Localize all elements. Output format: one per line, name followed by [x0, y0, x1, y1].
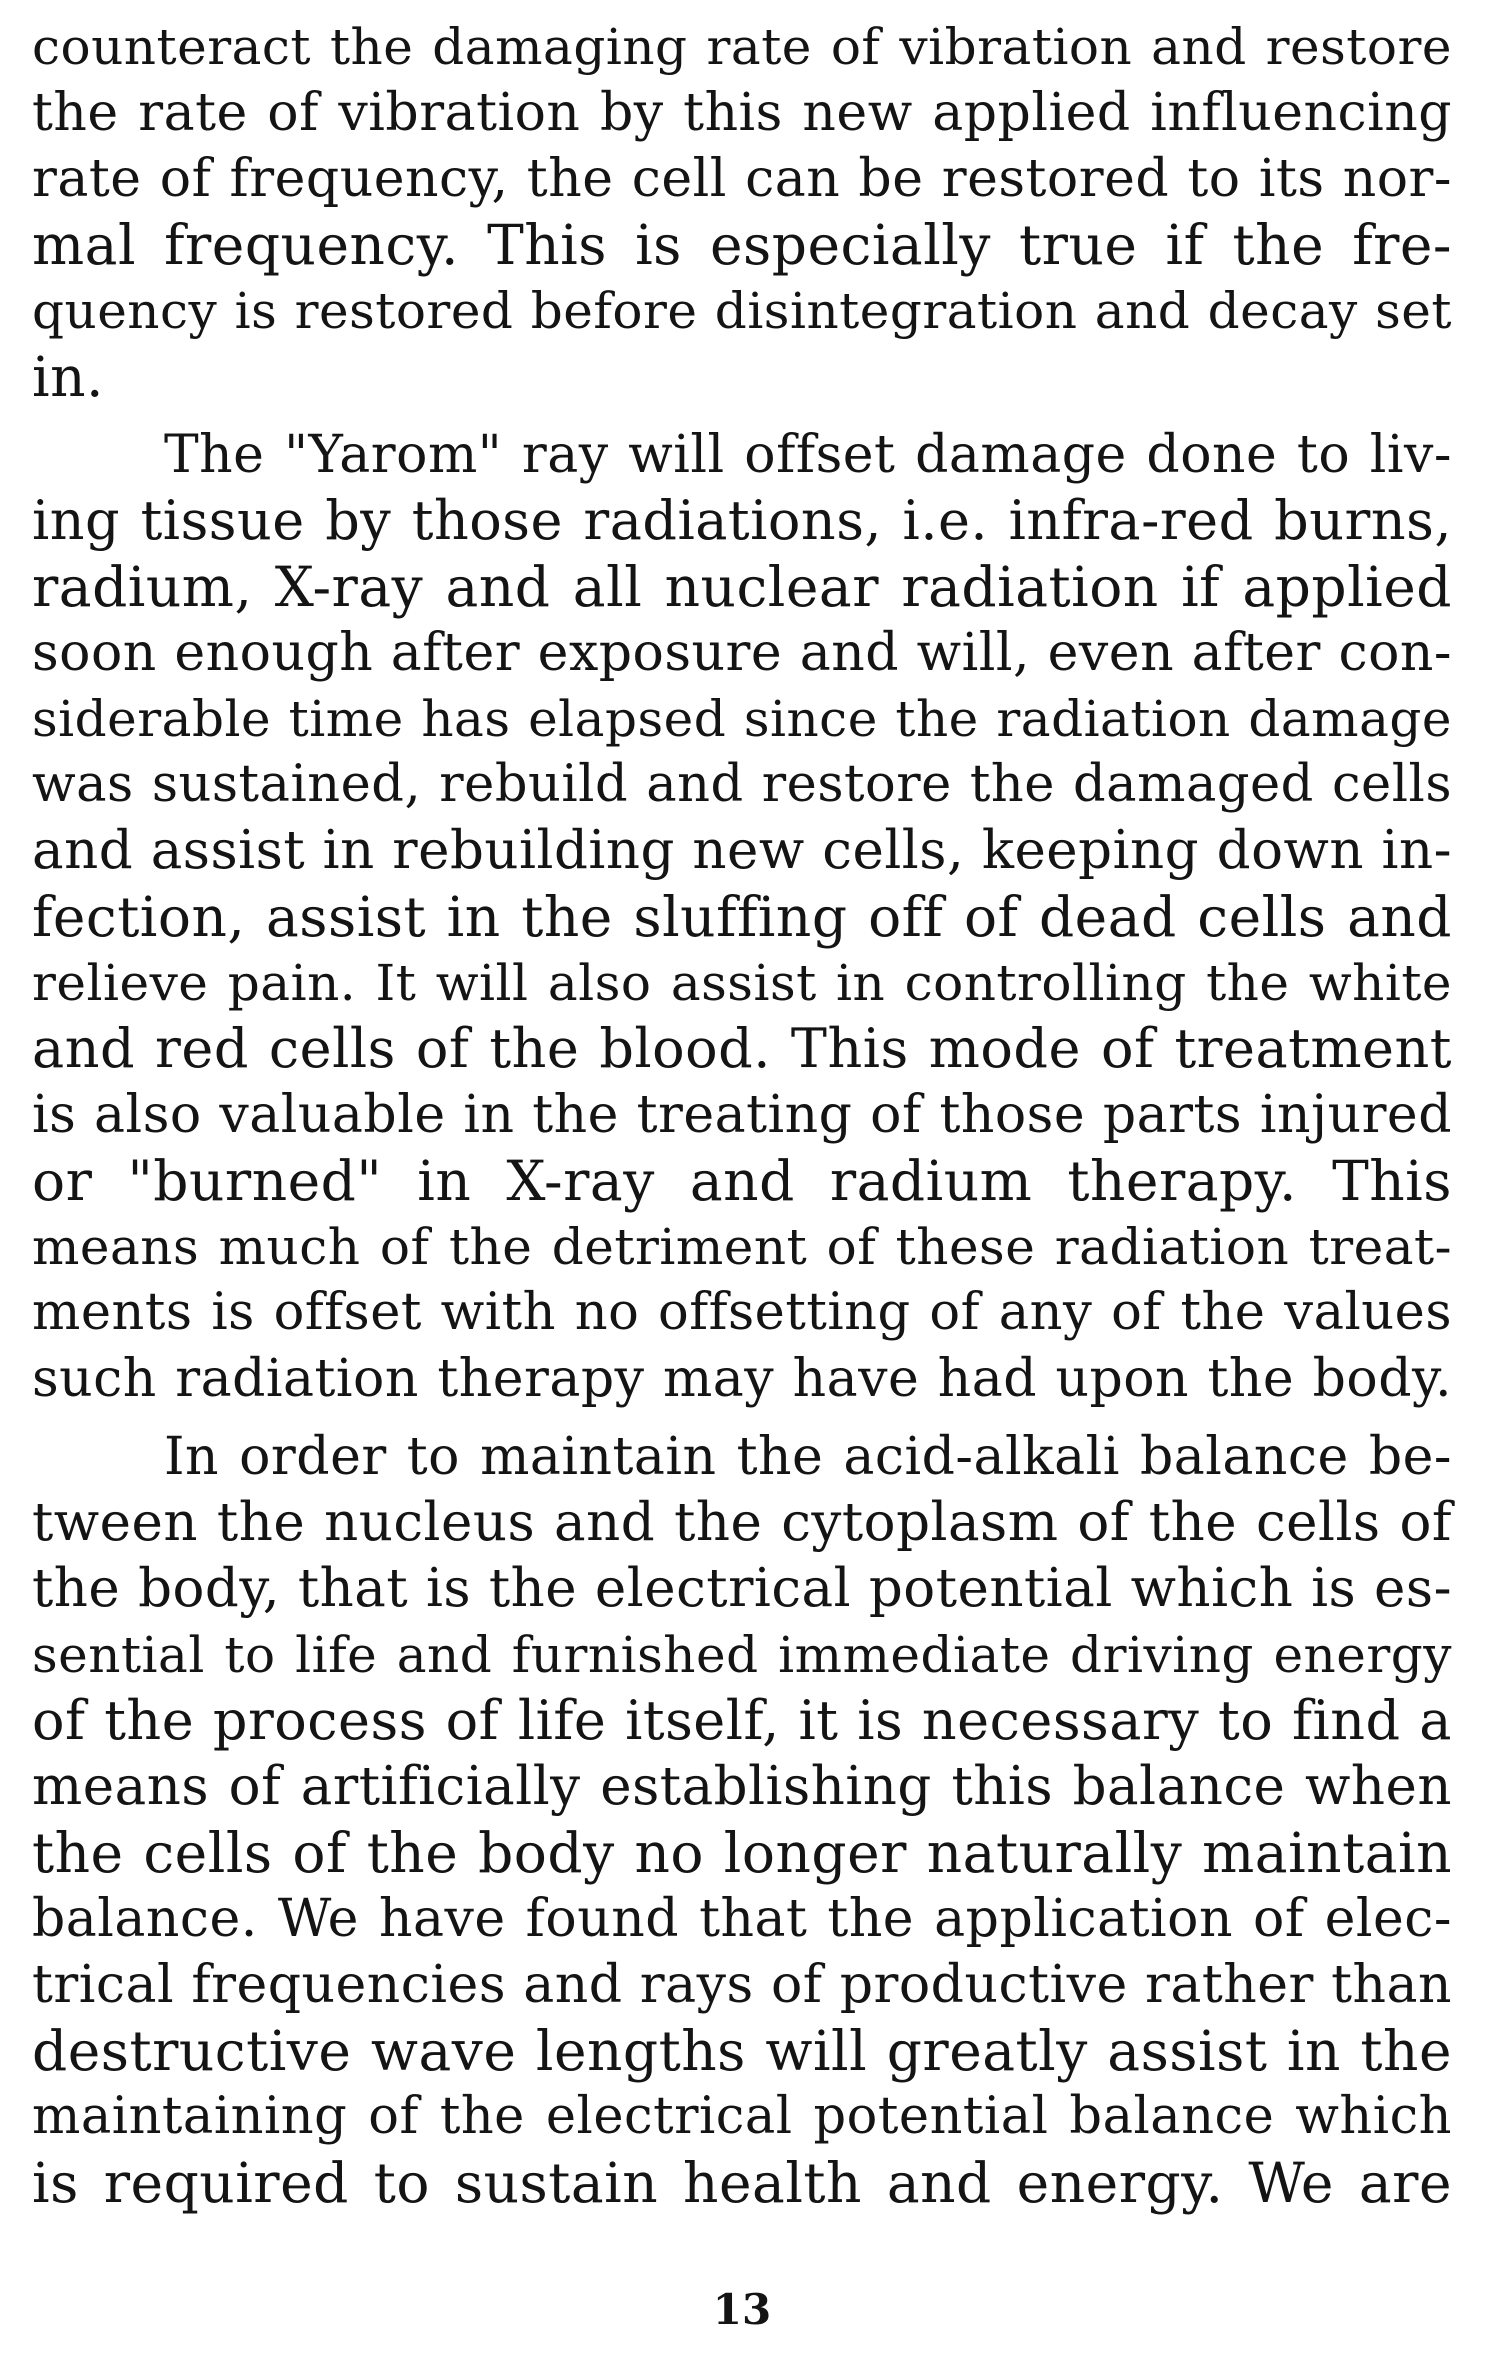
text-line: In order to maintain the acid-alkali balance be- — [164, 1427, 1452, 1487]
text-line: trical frequencies and rays of productive rather than — [32, 1955, 1452, 2015]
text-line: tween the nucleus and the cytoplasm of the cells of — [32, 1492, 1452, 1553]
text-line: maintaining of the electrical potential balance which — [32, 2087, 1452, 2146]
text-line: is also valuable in the treating of those parts injured — [32, 1085, 1452, 1145]
text-line: the rate of vibration by this new applied influencing — [32, 83, 1452, 143]
text-line: fection, assist in the sluffing off of dead cells and — [32, 885, 1452, 949]
text-line: the cells of the body no longer naturally maintain — [32, 1821, 1452, 1885]
text-line: ing tissue by those radiations, i.e. infra-red burns, — [32, 489, 1452, 552]
text-line: or "burned" in X-ray and radium therapy. This — [32, 1149, 1452, 1213]
text-line: mal frequency. This is especially true if the fre- — [32, 213, 1452, 277]
text-line: sential to life and furnished immediate driving energy — [32, 1626, 1452, 1684]
text-line: quency is restored before disintegration and decay set — [32, 282, 1452, 340]
text-line: radium, X-ray and all nuclear radiation if applied — [32, 555, 1452, 619]
text-line: The "Yarom" ray will offset damage done to liv- — [164, 425, 1452, 485]
text-line: was sustained, rebuild and restore the damaged cells — [32, 755, 1452, 814]
text-line: the body, that is the electrical potential which is es- — [32, 1558, 1452, 1619]
text-line: balance. We have found that the application of elec- — [32, 1889, 1452, 1949]
text-line: siderable time has elapsed since the radiation damage — [32, 690, 1452, 748]
text-line: ments is offset with no offsetting of any of the values — [32, 1283, 1452, 1342]
text-line: and assist in rebuilding new cells, keeping down in- — [32, 820, 1452, 881]
text-line: relieve pain. It will also assist in controlling the white — [32, 954, 1452, 1012]
text-line: means of artificially establishing this balance when — [32, 1756, 1452, 1817]
text-line: and red cells of the blood. This mode of treatment — [32, 1017, 1452, 1080]
text-line: such radiation therapy may have had upon the body. — [32, 1349, 1452, 1409]
text-line: means much of the detriment of these radiation treat- — [32, 1218, 1452, 1276]
text-line: is required to sustain health and energy. We are — [32, 2151, 1452, 2215]
text-line: counteract the damaging rate of vibration and restore — [32, 18, 1452, 76]
text-line: in. — [32, 345, 104, 409]
text-line: rate of frequency, the cell can be restored to its nor- — [32, 149, 1452, 209]
text-line: destructive wave lengths will greatly assist in the — [32, 2019, 1452, 2083]
text-line: soon enough after exposure and will, even after con- — [32, 623, 1452, 683]
text-line: of the process of life itself, it is necessary to find a — [32, 1689, 1452, 1752]
document-page — [32, 14, 1452, 2364]
page-number: 13 — [712, 2285, 772, 2334]
